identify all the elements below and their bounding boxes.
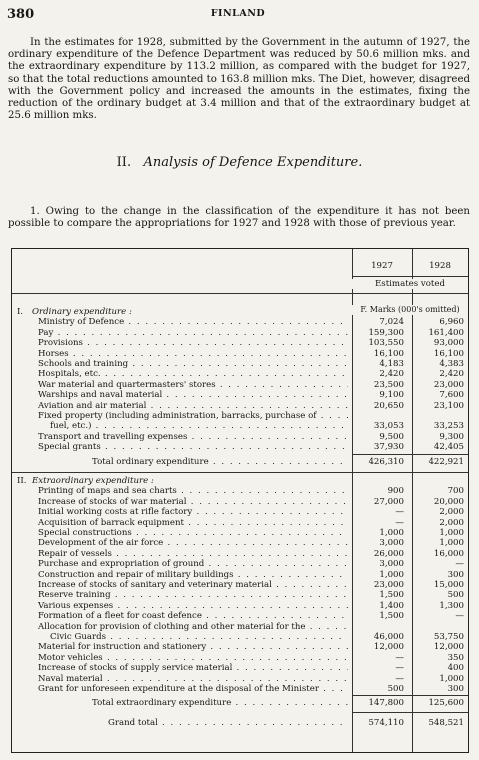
grand-total-1928: 548,521 bbox=[428, 717, 464, 728]
row-value-1927: 16,100 bbox=[373, 348, 404, 359]
row-label: Allocation for provision of clothing and other material for the . . . bbox=[38, 622, 348, 632]
row-value-1927: 37,930 bbox=[373, 442, 404, 453]
extraordinary-total-1927: 147,800 bbox=[368, 698, 404, 709]
row-value-1927: 3,000 bbox=[379, 538, 404, 549]
row-value-1928: 1,000 bbox=[439, 538, 464, 549]
row-label: Purchase and expropriation of ground . . . bbox=[38, 559, 348, 569]
row-label: Increase of stocks of supply service material . . . bbox=[38, 663, 348, 673]
row-value-1928: 700 bbox=[447, 486, 464, 497]
row-value-1928: 4,383 bbox=[439, 359, 464, 369]
page-number: 380 bbox=[7, 7, 35, 22]
row-label: Provisions . . . bbox=[38, 338, 348, 348]
row-label: Aviation and air material . . . bbox=[38, 401, 348, 411]
row-value-1927: 26,000 bbox=[373, 548, 404, 559]
row-value-1927: 159,300 bbox=[368, 327, 404, 338]
row-value-1927: — bbox=[395, 663, 404, 674]
row-value-1927: 12,000 bbox=[373, 642, 404, 653]
row-value-1928: 2,000 bbox=[439, 517, 464, 528]
row-value-1928: 6,960 bbox=[439, 317, 464, 328]
row-value-1928: 53,750 bbox=[433, 632, 464, 642]
row-label: Hospitals, etc. . . . bbox=[38, 369, 348, 379]
row-label: Schools and training . . . bbox=[38, 359, 348, 369]
row-value-1927: 1,500 bbox=[379, 611, 404, 622]
row-label: Special constructions . . . bbox=[38, 528, 348, 538]
row-label: Repair of vessels . . . bbox=[38, 549, 348, 559]
ordinary-total-1927: 426,310 bbox=[368, 456, 404, 467]
row-value-1928: 500 bbox=[447, 590, 464, 601]
intro-paragraph: In the estimates for 1928, submitted by the Government in the autumn of 1927, the ordinary expenditure of the Defence Department was reduced by 50.6 million mks. and the extraordinary expenditure by 113.2 million, as compared with the budget for 1927, so that the total reductions amounted to 163.8 million mks. The Diet, however, disagreed with the Government policy and increased the amounts in the estimates, fixing the reduction of the ordinary budget at 3.4 million and that of the extraordinary budget at 25.6 million mks. bbox=[8, 37, 470, 122]
row-label-continued: Civic Guards . . . bbox=[50, 632, 348, 642]
row-value-1928: 7,600 bbox=[439, 390, 464, 401]
row-value-1927: 33,053 bbox=[373, 421, 404, 432]
row-label: Pay . . . bbox=[38, 328, 348, 338]
row-value-1927: — bbox=[395, 652, 404, 663]
extraordinary-heading: Extraordinary expenditure : bbox=[32, 476, 154, 486]
row-label: Reserve training . . . bbox=[38, 590, 348, 600]
row-label: Increase of stocks of sanitary and veterinary material . . . bbox=[38, 580, 348, 590]
row-label-continued: fuel, etc.) . . . bbox=[50, 421, 348, 431]
row-value-1928: 16,000 bbox=[433, 548, 464, 559]
row-value-1927: 23,500 bbox=[373, 379, 404, 390]
row-label: Material for instruction and stationery . . . bbox=[38, 642, 348, 652]
ordinary-heading-number: I. bbox=[17, 307, 24, 317]
row-label: War material and quartermasters' stores . . . bbox=[38, 380, 348, 390]
row-label: Formation of a fleet for coast defence . . . bbox=[38, 611, 348, 621]
row-value-1927: 900 bbox=[387, 486, 404, 497]
row-value-1928: 2,000 bbox=[439, 507, 464, 518]
row-value-1927: 23,000 bbox=[373, 580, 404, 590]
rule bbox=[352, 695, 468, 696]
row-value-1927: 7,024 bbox=[379, 317, 404, 328]
row-value-1928: 33,253 bbox=[433, 421, 464, 432]
col-1927-header: 1927 bbox=[371, 261, 393, 271]
row-value-1927: 27,000 bbox=[373, 496, 404, 507]
row-label: Special grants . . . bbox=[38, 442, 348, 452]
row-label: Naval material . . . bbox=[38, 674, 348, 684]
ordinary-heading: Ordinary expenditure : bbox=[32, 307, 132, 317]
row-label: Transport and travelling expenses . . . bbox=[38, 432, 348, 442]
ordinary-total-label: Total ordinary expenditure . . . bbox=[92, 457, 348, 467]
row-value-1928: 300 bbox=[447, 684, 464, 694]
grand-total-1927: 574,110 bbox=[368, 717, 404, 728]
row-value-1928: 23,100 bbox=[433, 400, 464, 411]
row-value-1928: 350 bbox=[447, 652, 464, 663]
row-value-1928: 2,420 bbox=[439, 369, 464, 380]
row-label: Horses . . . bbox=[38, 349, 348, 359]
row-label: Initial working costs at rifle factory . . . bbox=[38, 507, 348, 517]
row-label: Increase of stocks of war material . . . bbox=[38, 497, 348, 507]
row-value-1928: — bbox=[455, 611, 464, 622]
row-value-1927: 9,100 bbox=[379, 390, 404, 401]
rule bbox=[352, 712, 468, 713]
row-value-1928: 300 bbox=[447, 569, 464, 580]
row-label: Various expenses . . . bbox=[38, 601, 348, 611]
running-head: FINLAND bbox=[210, 8, 266, 19]
estimates-voted-label: Estimates voted bbox=[352, 279, 468, 289]
row-value-1927: 500 bbox=[387, 684, 404, 694]
row-value-1927: 3,000 bbox=[379, 559, 404, 570]
section-heading bbox=[0, 155, 479, 170]
row-value-1927: 20,650 bbox=[373, 400, 404, 411]
extraordinary-heading-number: II. bbox=[17, 476, 27, 486]
rule bbox=[12, 472, 468, 473]
row-label: Construction and repair of military buildings . . . bbox=[38, 570, 348, 580]
extraordinary-total-1928: 125,600 bbox=[428, 698, 464, 709]
rule bbox=[352, 454, 468, 455]
classification-paragraph: 1. Owing to the change in the classification of the expenditure it has not been possible to compare the appropriations for 1927 and 1928 with those of previous year. bbox=[8, 206, 470, 230]
row-value-1928: 9,300 bbox=[439, 431, 464, 442]
extraordinary-total-label: Total extraordinary expenditure . . . bbox=[92, 698, 348, 708]
row-value-1928: — bbox=[455, 559, 464, 570]
row-value-1928: 1,000 bbox=[439, 528, 464, 538]
row-value-1927: 9,500 bbox=[379, 431, 404, 442]
row-value-1928: 20,000 bbox=[433, 496, 464, 507]
row-label: Development of the air force . . . bbox=[38, 538, 348, 548]
row-value-1927: 1,000 bbox=[379, 528, 404, 538]
row-value-1928: 400 bbox=[447, 663, 464, 674]
row-value-1927: 4,183 bbox=[379, 359, 404, 369]
row-value-1927: — bbox=[395, 517, 404, 528]
row-value-1928: 16,100 bbox=[433, 348, 464, 359]
ordinary-total-1928: 422,921 bbox=[428, 456, 464, 467]
row-value-1927: 2,420 bbox=[379, 369, 404, 380]
row-label: Ministry of Defence . . . bbox=[38, 317, 348, 327]
row-label: Printing of maps and sea charts . . . bbox=[38, 486, 348, 496]
row-value-1928: 15,000 bbox=[433, 580, 464, 590]
row-value-1927: 1,400 bbox=[379, 600, 404, 611]
row-value-1928: 12,000 bbox=[433, 642, 464, 653]
row-label: Grant for unforeseen expenditure at the disposal of the Minister . . . bbox=[38, 684, 348, 694]
row-label: Motor vehicles . . . bbox=[38, 653, 348, 663]
page-header bbox=[7, 7, 469, 21]
defence-expenditure-table bbox=[11, 248, 469, 753]
row-label: Fixed property (including administration, barracks, purchase of . . . bbox=[38, 411, 348, 421]
row-value-1927: — bbox=[395, 673, 404, 684]
row-value-1927: 1,000 bbox=[379, 569, 404, 580]
grand-total-label: Grand total . . . bbox=[108, 718, 348, 728]
row-value-1927: 103,550 bbox=[368, 338, 404, 349]
section-title: Analysis of Defence Expenditure. bbox=[143, 155, 363, 170]
section-numeral: II. bbox=[116, 155, 132, 170]
row-label: Warships and naval material . . . bbox=[38, 390, 348, 400]
col-1928-header: 1928 bbox=[429, 261, 451, 271]
row-value-1928: 23,000 bbox=[433, 379, 464, 390]
row-value-1928: 161,400 bbox=[428, 327, 464, 338]
row-value-1928: 93,000 bbox=[433, 338, 464, 349]
row-value-1928: 1,000 bbox=[439, 673, 464, 684]
row-value-1927: — bbox=[395, 507, 404, 518]
row-value-1928: 1,300 bbox=[439, 600, 464, 611]
row-value-1928: 42,405 bbox=[433, 442, 464, 453]
units-label: F. Marks (000's omitted) bbox=[352, 305, 468, 315]
row-value-1927: 46,000 bbox=[373, 632, 404, 642]
row-value-1927: 1,500 bbox=[379, 590, 404, 601]
row-label: Acquisition of barrack equipment . . . bbox=[38, 518, 348, 528]
